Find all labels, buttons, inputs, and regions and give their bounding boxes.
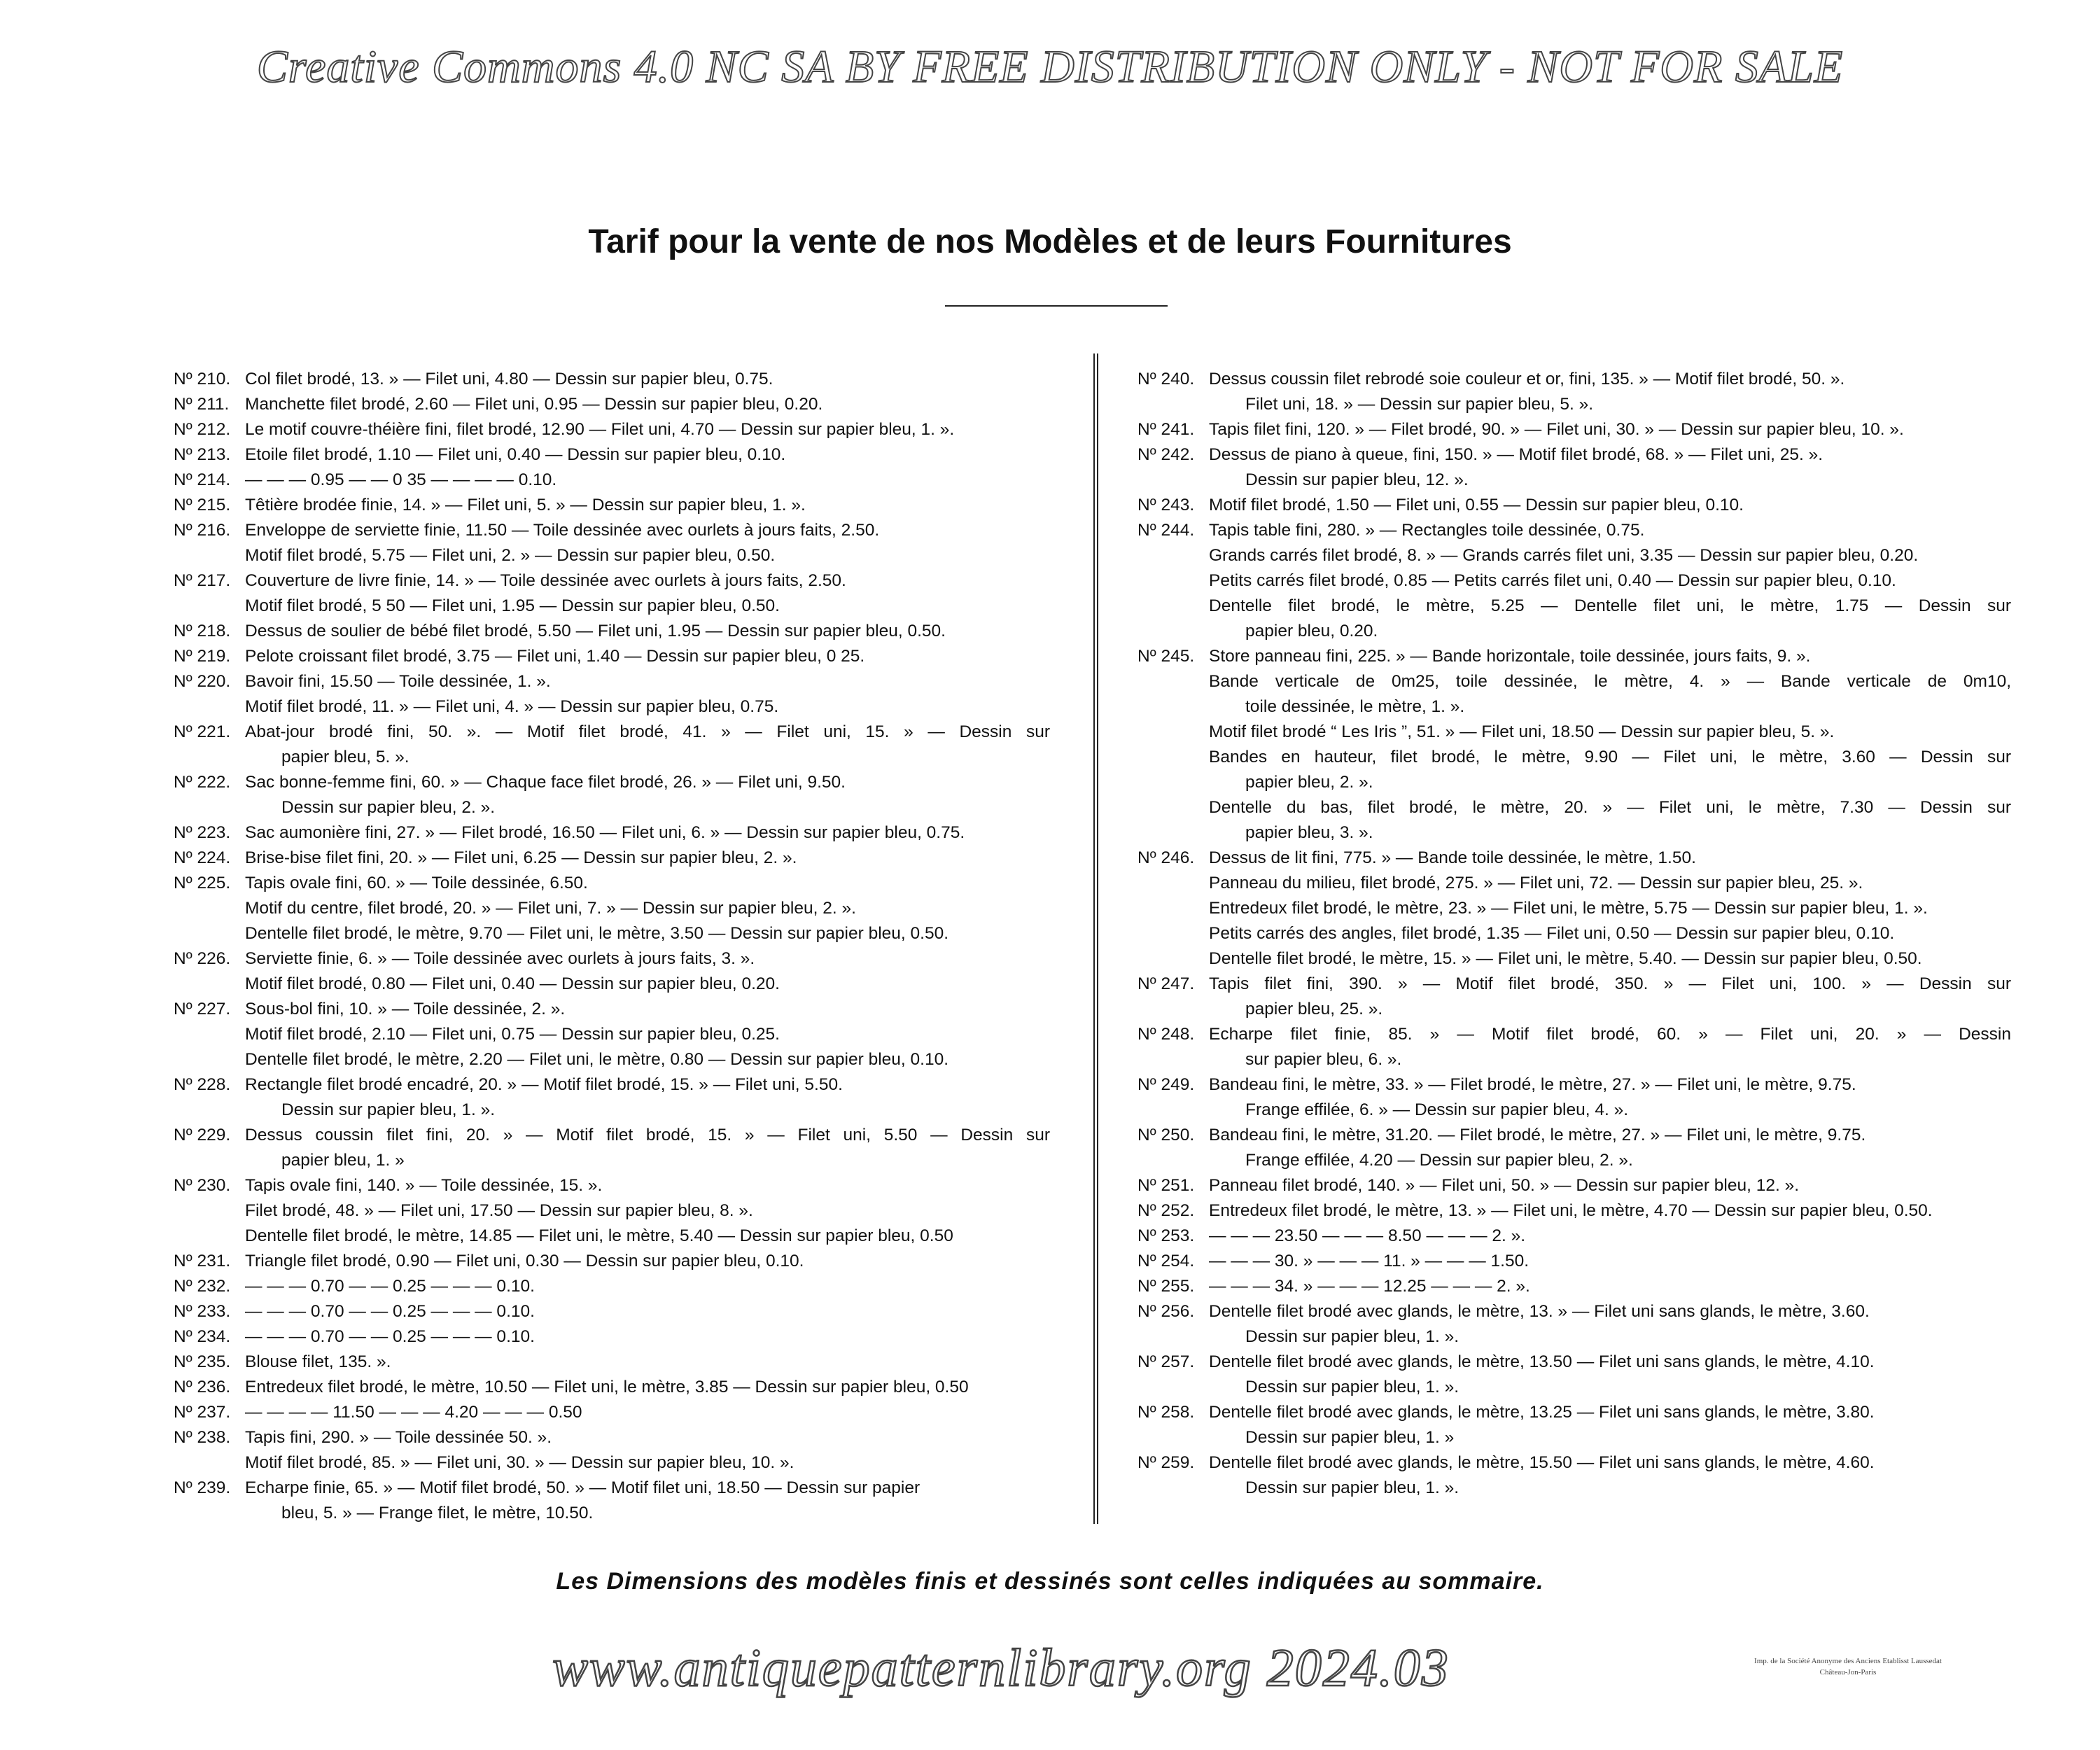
price-entry bbox=[1138, 1072, 2011, 1123]
entry-number: Nº 223. bbox=[174, 823, 231, 842]
entry-line: Filet brodé, 48. » — Filet uni, 17.50 — Dessin sur papier bleu, 8. ». bbox=[245, 1201, 753, 1220]
price-entry bbox=[174, 1476, 1050, 1526]
entry-line: Motif filet brodé, 1.50 — Filet uni, 0.55 — Dessin sur papier bleu, 0.10. bbox=[1209, 496, 1744, 514]
price-entry bbox=[1138, 1299, 2011, 1350]
entry-line: Têtière brodée finie, 14. » — Filet uni, 5. » — Dessin sur papier bleu, 1. ». bbox=[245, 496, 806, 514]
entry-line: Dentelle filet brodé, le mètre, 15. » — Filet uni, le mètre, 5.40. — Dessin sur papier bleu, 0.50. bbox=[1209, 949, 1922, 968]
price-entry bbox=[174, 1173, 1050, 1249]
entry-number: Nº 215. bbox=[174, 496, 231, 514]
entry-number: Nº 233. bbox=[174, 1302, 231, 1321]
entry-line: Dentelle filet brodé avec glands, le mètre, 13. » — Filet uni sans glands, le mètre, 3.60. bbox=[1209, 1302, 1870, 1321]
entry-number: Nº 246. bbox=[1138, 848, 1195, 867]
entry-line: Dessin sur papier bleu, 1. » bbox=[1245, 1428, 1455, 1447]
entry-number: Nº 237. bbox=[174, 1403, 231, 1422]
price-entry bbox=[174, 846, 1050, 871]
price-entry bbox=[1138, 1249, 2011, 1274]
entry-line: Rectangle filet brodé encadré, 20. » — Motif filet brodé, 15. » — Filet uni, 5.50. bbox=[245, 1075, 843, 1094]
entry-number: Nº 219. bbox=[174, 647, 231, 666]
entry-line: Sac bonne-femme fini, 60. » — Chaque face filet brodé, 26. » — Filet uni, 9.50. bbox=[245, 773, 846, 792]
entry-line: — — — 0.70 — — 0.25 — — — 0.10. bbox=[245, 1277, 535, 1296]
entry-line: Triangle filet brodé, 0.90 — Filet uni, 0.30 — Dessin sur papier bleu, 0.10. bbox=[245, 1252, 804, 1270]
page-title: Tarif pour la vente de nos Modèles et de leurs Fournitures bbox=[588, 223, 1512, 260]
entry-line: papier bleu, 25. ». bbox=[1245, 1000, 1383, 1018]
entry-number: Nº 247. bbox=[1138, 974, 1195, 993]
entry-line: Motif filet brodé “ Les Iris ”, 51. » — Filet uni, 18.50 — Dessin sur papier bleu, 5. ». bbox=[1209, 722, 1835, 741]
entry-number: Nº 258. bbox=[1138, 1403, 1195, 1422]
entry-line: Dentelle filet brodé, le mètre, 9.70 — Filet uni, le mètre, 3.50 — Dessin sur papier bleu, 0.50. bbox=[245, 924, 949, 943]
entry-line: — — — — 11.50 — — — 4.20 — — — 0.50 bbox=[245, 1403, 582, 1422]
entry-number: Nº 217. bbox=[174, 571, 231, 590]
entry-line: papier bleu, 2. ». bbox=[1245, 773, 1373, 792]
entry-line: Motif filet brodé, 0.80 — Filet uni, 0.40 — Dessin sur papier bleu, 0.20. bbox=[245, 974, 780, 993]
price-entry bbox=[174, 392, 1050, 417]
price-entry bbox=[174, 770, 1050, 820]
price-entry bbox=[174, 1375, 1050, 1400]
entry-line: Abat-jour brodé fini, 50. ». — Motif filet brodé, 41. » — Filet uni, 15. » — Dessin sur bbox=[245, 722, 1050, 741]
entry-number: Nº 221. bbox=[174, 722, 231, 741]
entry-line: Dessin sur papier bleu, 1. ». bbox=[281, 1100, 496, 1119]
price-entry bbox=[1138, 1274, 2011, 1299]
entry-line: Tapis filet fini, 120. » — Filet brodé, 90. » — Filet uni, 30. » — Dessin sur papier bleu, 10. ». bbox=[1209, 420, 1904, 439]
entry-line: Dessin sur papier bleu, 1. ». bbox=[1245, 1327, 1460, 1346]
entry-line: Dentelle filet brodé, le mètre, 2.20 — Filet uni, le mètre, 0.80 — Dessin sur papier bleu, 0.10. bbox=[245, 1050, 949, 1069]
entry-line: Echarpe filet finie, 85. » — Motif filet brodé, 60. » — Filet uni, 20. » — Dessin bbox=[1209, 1025, 2011, 1044]
price-list-left-column bbox=[174, 367, 1050, 1526]
entry-number: Nº 255. bbox=[1138, 1277, 1195, 1296]
entry-line: Sac aumonière fini, 27. » — Filet brodé, 16.50 — Filet uni, 6. » — Dessin sur papier bleu, 0.75. bbox=[245, 823, 965, 842]
price-entry bbox=[1138, 1350, 2011, 1400]
entry-line: Entredeux filet brodé, le mètre, 10.50 — Filet uni, le mètre, 3.85 — Dessin sur papier bleu, 0.50 bbox=[245, 1378, 969, 1396]
entry-number: Nº 248. bbox=[1138, 1025, 1195, 1044]
entry-line: Tapis table fini, 280. » — Rectangles toile dessinée, 0.75. bbox=[1209, 521, 1645, 540]
entry-number: Nº 256. bbox=[1138, 1302, 1195, 1321]
price-entry bbox=[174, 997, 1050, 1072]
entry-number: Nº 251. bbox=[1138, 1176, 1195, 1195]
entry-line: Dessin sur papier bleu, 2. ». bbox=[281, 798, 496, 817]
price-entry bbox=[174, 1425, 1050, 1476]
license-banner: Creative Commons 4.0 NC SA BY FREE DISTRIBUTION ONLY - NOT FOR SALE bbox=[256, 41, 1844, 92]
entry-line: Filet uni, 18. » — Dessin sur papier bleu, 5. ». bbox=[1245, 395, 1594, 414]
price-entry bbox=[1138, 1224, 2011, 1249]
price-entry bbox=[1138, 367, 2011, 417]
price-entry bbox=[174, 417, 1050, 442]
entry-number: Nº 226. bbox=[174, 949, 231, 968]
entry-line: Dentelle filet brodé, le mètre, 14.85 — Filet uni, le mètre, 5.40 — Dessin sur papier bleu, 0.50 bbox=[245, 1226, 953, 1245]
dimensions-note: Les Dimensions des modèles finis et dessinés sont celles indiquées au sommaire. bbox=[556, 1568, 1544, 1595]
entry-line: — — — 30. » — — — 11. » — — — 1.50. bbox=[1209, 1252, 1530, 1270]
entry-number: Nº 225. bbox=[174, 874, 231, 892]
website-watermark: www.antiquepatternlibrary.org 2024.03 bbox=[552, 1639, 1450, 1698]
entry-number: Nº 253. bbox=[1138, 1226, 1195, 1245]
entry-line: Grands carrés filet brodé, 8. » — Grands carrés filet uni, 3.35 — Dessin sur papier bleu, 0.20. bbox=[1209, 546, 1919, 565]
price-entry bbox=[1138, 493, 2011, 518]
title-rule bbox=[945, 305, 1168, 307]
entry-number: Nº 224. bbox=[174, 848, 231, 867]
entry-line: — — — 0.95 — — 0 35 — — — — 0.10. bbox=[245, 470, 557, 489]
entry-line: Blouse filet, 135. ». bbox=[245, 1352, 391, 1371]
entry-number: Nº 244. bbox=[1138, 521, 1195, 540]
entry-number: Nº 230. bbox=[174, 1176, 231, 1195]
entry-line: papier bleu, 5. ». bbox=[281, 748, 410, 766]
entry-number: Nº 241. bbox=[1138, 420, 1195, 439]
entry-line: Manchette filet brodé, 2.60 — Filet uni, 0.95 — Dessin sur papier bleu, 0.20. bbox=[245, 395, 823, 414]
entry-line: Entredeux filet brodé, le mètre, 23. » — Filet uni, le mètre, 5.75 — Dessin sur papier bleu, 1. ». bbox=[1209, 899, 1928, 918]
price-entry bbox=[1138, 1400, 2011, 1450]
entry-line: — — — 34. » — — — 12.25 — — — 2. ». bbox=[1209, 1277, 1530, 1296]
entry-line: bleu, 5. » — Frange filet, le mètre, 10.50. bbox=[281, 1504, 594, 1522]
price-entry bbox=[1138, 442, 2011, 493]
entry-line: Petits carrés filet brodé, 0.85 — Petits carrés filet uni, 0.40 — Dessin sur papier bleu, 0.10. bbox=[1209, 571, 1896, 590]
entry-line: Bavoir fini, 15.50 — Toile dessinée, 1. ». bbox=[245, 672, 551, 691]
entry-number: Nº 235. bbox=[174, 1352, 231, 1371]
entry-line: — — — 0.70 — — 0.25 — — — 0.10. bbox=[245, 1302, 535, 1321]
price-entry bbox=[174, 568, 1050, 619]
entry-number: Nº 211. bbox=[174, 395, 230, 414]
entry-number: Nº 220. bbox=[174, 672, 231, 691]
entry-line: Etoile filet brodé, 1.10 — Filet uni, 0.40 — Dessin sur papier bleu, 0.10. bbox=[245, 445, 786, 464]
entry-number: Nº 228. bbox=[174, 1075, 231, 1094]
price-entry bbox=[174, 518, 1050, 568]
price-entry bbox=[174, 669, 1050, 720]
entry-number: Nº 249. bbox=[1138, 1075, 1195, 1094]
price-entry bbox=[174, 1350, 1050, 1375]
entry-line: Dentelle du bas, filet brodé, le mètre, 20. » — Filet uni, le mètre, 7.30 — Dessin sur bbox=[1209, 798, 2011, 817]
entry-number: Nº 214. bbox=[174, 470, 231, 489]
entry-line: toile dessinée, le mètre, 1. ». bbox=[1245, 697, 1465, 716]
price-entry bbox=[174, 720, 1050, 770]
entry-line: Bandeau fini, le mètre, 31.20. — Filet brodé, le mètre, 27. » — Filet uni, le mètre, 9.75. bbox=[1209, 1126, 1866, 1144]
entry-number: Nº 212. bbox=[174, 420, 231, 439]
entry-line: Dentelle filet brodé, le mètre, 5.25 — Dentelle filet uni, le mètre, 1.75 — Dessin sur bbox=[1209, 596, 2011, 615]
entry-line: Motif filet brodé, 2.10 — Filet uni, 0.75 — Dessin sur papier bleu, 0.25. bbox=[245, 1025, 780, 1044]
entry-number: Nº 234. bbox=[174, 1327, 231, 1346]
entry-line: Tapis filet fini, 390. » — Motif filet brodé, 350. » — Filet uni, 100. » — Dessin sur bbox=[1209, 974, 2011, 993]
price-entry bbox=[174, 1123, 1050, 1173]
entry-number: Nº 245. bbox=[1138, 647, 1195, 666]
entry-line: papier bleu, 3. ». bbox=[1245, 823, 1373, 842]
entry-line: Pelote croissant filet brodé, 3.75 — Filet uni, 1.40 — Dessin sur papier bleu, 0 25. bbox=[245, 647, 865, 666]
entry-line: papier bleu, 0.20. bbox=[1245, 622, 1378, 640]
entry-line: sur papier bleu, 6. ». bbox=[1245, 1050, 1402, 1069]
entry-number: Nº 238. bbox=[174, 1428, 231, 1447]
column-divider bbox=[1093, 354, 1098, 1524]
entry-line: Serviette finie, 6. » — Toile dessinée avec ourlets à jours faits, 3. ». bbox=[245, 949, 755, 968]
entry-line: Panneau du milieu, filet brodé, 275. » — Filet uni, 72. — Dessin sur papier bleu, 25. ». bbox=[1209, 874, 1863, 892]
entry-line: Dessin sur papier bleu, 1. ». bbox=[1245, 1378, 1460, 1396]
entry-line: Tapis fini, 290. » — Toile dessinée 50. ». bbox=[245, 1428, 552, 1447]
entry-line: Tapis ovale fini, 60. » — Toile dessinée, 6.50. bbox=[245, 874, 588, 892]
price-entry bbox=[174, 619, 1050, 644]
entry-line: Dessin sur papier bleu, 12. ». bbox=[1245, 470, 1469, 489]
printer-line: Imp. de la Société Anonyme des Anciens Etablisst Laussedat bbox=[1754, 1657, 1942, 1665]
price-entry bbox=[1138, 644, 2011, 846]
entry-line: Echarpe finie, 65. » — Motif filet brodé, 50. » — Motif filet uni, 18.50 — Dessin sur papier bbox=[245, 1478, 920, 1497]
entry-line: Dentelle filet brodé avec glands, le mètre, 13.50 — Filet uni sans glands, le mètre, 4.10. bbox=[1209, 1352, 1875, 1371]
entry-line: Sous-bol fini, 10. » — Toile dessinée, 2. ». bbox=[245, 1000, 566, 1018]
price-entry bbox=[1138, 1173, 2011, 1198]
entry-number: Nº 236. bbox=[174, 1378, 231, 1396]
price-entry bbox=[174, 493, 1050, 518]
price-entry bbox=[174, 367, 1050, 392]
entry-line: Motif filet brodé, 5.75 — Filet uni, 2. » — Dessin sur papier bleu, 0.50. bbox=[245, 546, 776, 565]
entry-line: Motif filet brodé, 11. » — Filet uni, 4. » — Dessin sur papier bleu, 0.75. bbox=[245, 697, 779, 716]
entry-line: Dessus coussin filet rebrodé soie couleur et or, fini, 135. » — Motif filet brodé, 50. ». bbox=[1209, 370, 1845, 388]
entry-number: Nº 259. bbox=[1138, 1453, 1195, 1472]
price-entry bbox=[1138, 417, 2011, 442]
price-entry bbox=[174, 1324, 1050, 1350]
entry-number: Nº 218. bbox=[174, 622, 231, 640]
entry-line: Entredeux filet brodé, le mètre, 13. » — Filet uni, le mètre, 4.70 — Dessin sur papier bleu, 0.50. bbox=[1209, 1201, 1933, 1220]
entry-line: Petits carrés des angles, filet brodé, 1.35 — Filet uni, 0.50 — Dessin sur papier bleu, 0.10. bbox=[1209, 924, 1895, 943]
entry-line: Dessus de lit fini, 775. » — Bande toile dessinée, le mètre, 1.50. bbox=[1209, 848, 1696, 867]
price-entry bbox=[1138, 1450, 2011, 1501]
price-entry bbox=[1138, 972, 2011, 1022]
price-entry bbox=[174, 1299, 1050, 1324]
entry-line: Dessus coussin filet fini, 20. » — Motif filet brodé, 15. » — Filet uni, 5.50 — Dessin sur bbox=[245, 1126, 1050, 1144]
entry-line: Frange effilée, 4.20 — Dessin sur papier bleu, 2. ». bbox=[1245, 1151, 1633, 1170]
entry-line: Frange effilée, 6. » — Dessin sur papier bleu, 4. ». bbox=[1245, 1100, 1629, 1119]
price-entry bbox=[1138, 1123, 2011, 1173]
entry-line: Motif filet brodé, 85. » — Filet uni, 30. » — Dessin sur papier bleu, 10. ». bbox=[245, 1453, 794, 1472]
price-entry bbox=[174, 871, 1050, 946]
entry-line: Bande verticale de 0m25, toile dessinée, le mètre, 4. » — Bande verticale de 0m10, bbox=[1209, 672, 2011, 691]
price-entry bbox=[1138, 518, 2011, 644]
entry-number: Nº 250. bbox=[1138, 1126, 1195, 1144]
price-entry bbox=[174, 1072, 1050, 1123]
entry-number: Nº 216. bbox=[174, 521, 231, 540]
entry-line: Le motif couvre-théière fini, filet brodé, 12.90 — Filet uni, 4.70 — Dessin sur papier bleu, 1. ». bbox=[245, 420, 955, 439]
entry-number: Nº 242. bbox=[1138, 445, 1195, 464]
entry-line: Motif du centre, filet brodé, 20. » — Filet uni, 7. » — Dessin sur papier bleu, 2. ». bbox=[245, 899, 856, 918]
entry-line: Dessin sur papier bleu, 1. ». bbox=[1245, 1478, 1460, 1497]
printer-imprint bbox=[1743, 1656, 1953, 1678]
entry-line: papier bleu, 1. » bbox=[281, 1151, 405, 1170]
price-entry bbox=[174, 442, 1050, 468]
entry-line: Dessus de piano à queue, fini, 150. » — Motif filet brodé, 68. » — Filet uni, 25. ». bbox=[1209, 445, 1823, 464]
entry-number: Nº 210. bbox=[174, 370, 231, 388]
entry-number: Nº 227. bbox=[174, 1000, 231, 1018]
entry-line: Dentelle filet brodé avec glands, le mètre, 13.25 — Filet uni sans glands, le mètre, 3.80. bbox=[1209, 1403, 1875, 1422]
price-entry bbox=[174, 1274, 1050, 1299]
price-entry bbox=[174, 644, 1050, 669]
price-entry bbox=[174, 820, 1050, 846]
entry-number: Nº 229. bbox=[174, 1126, 231, 1144]
entry-line: — — — 0.70 — — 0.25 — — — 0.10. bbox=[245, 1327, 535, 1346]
entry-line: Tapis ovale fini, 140. » — Toile dessinée, 15. ». bbox=[245, 1176, 603, 1195]
printer-line: Château-Jon-Paris bbox=[1819, 1668, 1877, 1676]
entry-number: Nº 257. bbox=[1138, 1352, 1195, 1371]
entry-line: Enveloppe de serviette finie, 11.50 — Toile dessinée avec ourlets à jours faits, 2.50. bbox=[245, 521, 880, 540]
entry-number: Nº 231. bbox=[174, 1252, 231, 1270]
entry-line: Bandes en hauteur, filet brodé, le mètre, 9.90 — Filet uni, le mètre, 3.60 — Dessin sur bbox=[1209, 748, 2011, 766]
entry-number: Nº 232. bbox=[174, 1277, 231, 1296]
entry-number: Nº 254. bbox=[1138, 1252, 1195, 1270]
entry-line: Dessus de soulier de bébé filet brodé, 5.50 — Filet uni, 1.95 — Dessin sur papier bleu, 0.50. bbox=[245, 622, 946, 640]
price-entry bbox=[174, 468, 1050, 493]
entry-line: Panneau filet brodé, 140. » — Filet uni, 50. » — Dessin sur papier bleu, 12. ». bbox=[1209, 1176, 1800, 1195]
entry-number: Nº 222. bbox=[174, 773, 231, 792]
price-entry bbox=[1138, 846, 2011, 972]
price-entry bbox=[174, 946, 1050, 997]
entry-line: Couverture de livre finie, 14. » — Toile dessinée avec ourlets à jours faits, 2.50. bbox=[245, 571, 846, 590]
price-entry bbox=[1138, 1198, 2011, 1224]
entry-number: Nº 243. bbox=[1138, 496, 1195, 514]
entry-line: Dentelle filet brodé avec glands, le mètre, 15.50 — Filet uni sans glands, le mètre, 4.60. bbox=[1209, 1453, 1875, 1472]
entry-line: Store panneau fini, 225. » — Bande horizontale, toile dessinée, jours faits, 9. ». bbox=[1209, 647, 1811, 666]
entry-number: Nº 213. bbox=[174, 445, 231, 464]
entry-number: Nº 252. bbox=[1138, 1201, 1195, 1220]
price-list-right-column bbox=[1138, 367, 2011, 1501]
price-entry bbox=[174, 1249, 1050, 1274]
entry-line: Bandeau fini, le mètre, 33. » — Filet brodé, le mètre, 27. » — Filet uni, le mètre, 9.75. bbox=[1209, 1075, 1856, 1094]
entry-number: Nº 240. bbox=[1138, 370, 1195, 388]
price-entry bbox=[174, 1400, 1050, 1425]
entry-line: Brise-bise filet fini, 20. » — Filet uni, 6.25 — Dessin sur papier bleu, 2. ». bbox=[245, 848, 797, 867]
price-entry bbox=[1138, 1022, 2011, 1072]
entry-line: Col filet brodé, 13. » — Filet uni, 4.80 — Dessin sur papier bleu, 0.75. bbox=[245, 370, 774, 388]
entry-line: — — — 23.50 — — — 8.50 — — — 2. ». bbox=[1209, 1226, 1526, 1245]
entry-number: Nº 239. bbox=[174, 1478, 231, 1497]
entry-line: Motif filet brodé, 5 50 — Filet uni, 1.95 — Dessin sur papier bleu, 0.50. bbox=[245, 596, 780, 615]
